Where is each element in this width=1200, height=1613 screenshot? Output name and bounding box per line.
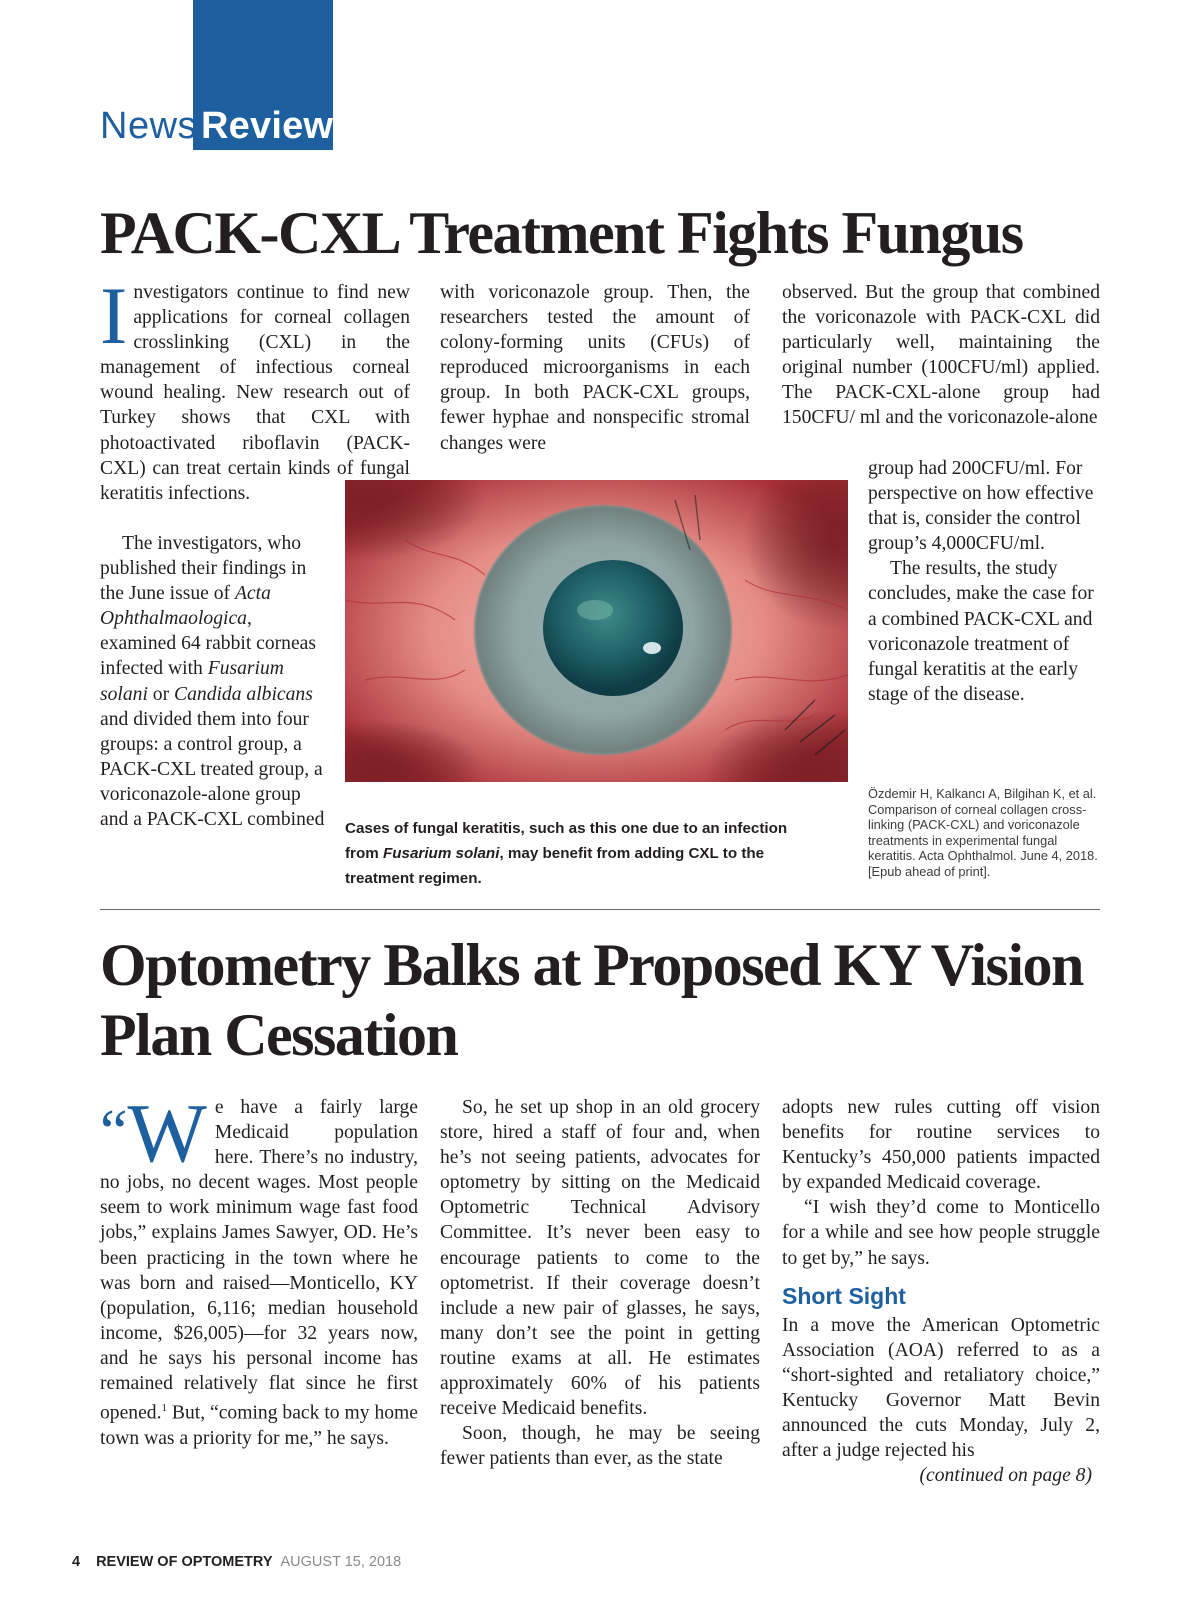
article2-column-2 bbox=[440, 1095, 760, 1471]
caption-text-a: Cases of fungal keratitis, such as this one due to an infection from bbox=[345, 820, 788, 862]
section-label bbox=[100, 103, 333, 149]
caption-species: Fusarium solani bbox=[382, 845, 500, 862]
article1-col3-side-p2: The results, the study concludes, make the case for a combined PACK-CXL and voriconazole treatment of fungal keratitis at the early stage of the disease. bbox=[868, 558, 1094, 705]
section-label-review: Review bbox=[201, 105, 334, 147]
article2-column-1 bbox=[100, 1087, 418, 1451]
article1-p2-c: or bbox=[147, 683, 175, 705]
continued-notice: (continued on page 8) bbox=[919, 1465, 1092, 1487]
magazine-name: REVIEW OF OPTOMETRY bbox=[96, 1554, 273, 1570]
article1-column-3 bbox=[782, 280, 1100, 431]
article2-column-3 bbox=[782, 1095, 1100, 1488]
article1-column-1b bbox=[100, 531, 325, 832]
article2-dropcap bbox=[100, 1087, 207, 1180]
article1-paragraph-2 bbox=[100, 531, 325, 832]
article1-column-3-side bbox=[868, 456, 1100, 707]
article1-paragraph-1 bbox=[100, 270, 410, 506]
article1-dropcap: I bbox=[100, 270, 128, 361]
article2-headline: Optometry Balks at Proposed KY Vision Plan Cessation bbox=[100, 932, 1083, 1068]
article-divider bbox=[100, 909, 1100, 910]
footnote-marker: 1 bbox=[161, 1402, 167, 1415]
article2-col3-p2: “I wish they’d come to Monticello for a while and see how people struggle to get by,” he says. bbox=[782, 1197, 1100, 1269]
article1-p2-b: , examined 64 rabbit corneas infected with bbox=[100, 608, 316, 680]
eye-photo bbox=[345, 480, 848, 782]
issue-date: AUGUST 15, 2018 bbox=[280, 1554, 402, 1570]
page-footer bbox=[72, 1552, 401, 1572]
article2-col3-p1: adopts new rules cutting off vision benefits for routine services to Kentucky’s 450,000 patients impacted by expanded Medicaid coverage. bbox=[782, 1097, 1100, 1194]
article2-dropcap-letter: W bbox=[127, 1087, 207, 1180]
article1-col3-top: observed. But the group that combined the voriconazole with PACK-CXL did particularly well, maintaining the original number (100CFU/ml) applied. The PACK-CXL-alone group had 150CFU/ ml and the voriconazole-alone bbox=[782, 282, 1100, 429]
article1-p2-d: and divided them into four groups: a control group, a PACK-CXL treated group, a voriconazole-alone group and a PACK-CXL combined bbox=[100, 708, 325, 831]
article1-column-1 bbox=[100, 270, 410, 506]
article2-p1-b: But, “coming back to my home town was a priority for me,” he says. bbox=[100, 1402, 418, 1449]
photo-caption bbox=[345, 816, 825, 891]
article1-species-1: Fusarium solani bbox=[100, 658, 284, 705]
article1-column-2 bbox=[440, 280, 750, 456]
section-label-news: News bbox=[100, 105, 198, 147]
article1-journal-name: Acta Ophthalmaologica bbox=[100, 583, 271, 630]
article1-p1-text: nvestigators continue to find new applications for corneal collagen crosslinking (CXL) in the management of infectious corneal wound healing. New research out of Turkey shows that CXL with photoactivated riboflavin (PACK-CXL) can treat certain kinds of fungal keratitis infections. bbox=[100, 282, 410, 504]
article2-quote-mark: “ bbox=[100, 1098, 128, 1166]
article2-col2-p1: So, he set up shop in an old grocery store, hired a staff of four and, when he’s not seeing patients, advocates for optometry by sitting on the Medicaid Optometric Technical Advisory Committee. It’s never been easy to encourage patients to come to the optometrist. If their coverage doesn’t include a new pair of glasses, he says, many don’t see the point in getting routine exams at all. He estimates approximately 60% of his patients receive Medicaid benefits. bbox=[440, 1097, 760, 1420]
article1-col2-text: with voriconazole group. Then, the researchers tested the amount of colony-forming units (CFUs) of reproduced microorganisms in each group. In both PACK-CXL groups, fewer hyphae and nonspecific stromal changes were bbox=[440, 282, 750, 454]
article1-p2-a: The investigators, who published their findings in the June issue of bbox=[100, 533, 307, 605]
article2-col2-p2: Soon, though, he may be seeing fewer patients than ever, as the state bbox=[440, 1423, 760, 1470]
article2-subhead: Short Sight bbox=[782, 1282, 906, 1309]
article2-p1-a: e have a fairly large Medicaid population here. There’s no industry, no jobs, no decent wages. Most people seem to work minimum wage fast food jobs,” explains James Sawyer, OD. He’s been practicing in the town where he was born and raised—Monticello, KY (population, 6,116; median household income, $26,005)—for 32 years now, and he says his personal income has remained relatively flat since he first opened. bbox=[100, 1097, 418, 1424]
article2-paragraph-1 bbox=[100, 1087, 418, 1451]
article1-col3-side-p1: group had 200CFU/ml. For perspective on how effective that is, consider the control group’s 4,000CFU/ml. bbox=[868, 458, 1094, 555]
caption-text-b: , may benefit from adding CXL to the treatment regimen. bbox=[345, 845, 765, 887]
article1-headline: PACK-CXL Treatment Fights Fungus bbox=[100, 200, 1023, 266]
article1-species-2: Candida albicans bbox=[174, 683, 313, 705]
article2-col3-p3: In a move the American Optometric Association (AOA) referred to as a “short-sighted and retaliatory choice,” Kentucky Governor Matt Bevin announced the cuts Monday, July 2, after a judge rejected his bbox=[782, 1314, 1100, 1462]
article1-citation: Özdemir H, Kalkancı A, Bilgihan K, et al. Comparison of corneal collagen cross-linking (PACK-CXL) and voriconazole treatments in experimental fungal keratitis. Acta Ophthalmol. June 4, 2018. [Epub ahead of print]. bbox=[868, 786, 1098, 879]
page-number: 4 bbox=[72, 1554, 81, 1570]
